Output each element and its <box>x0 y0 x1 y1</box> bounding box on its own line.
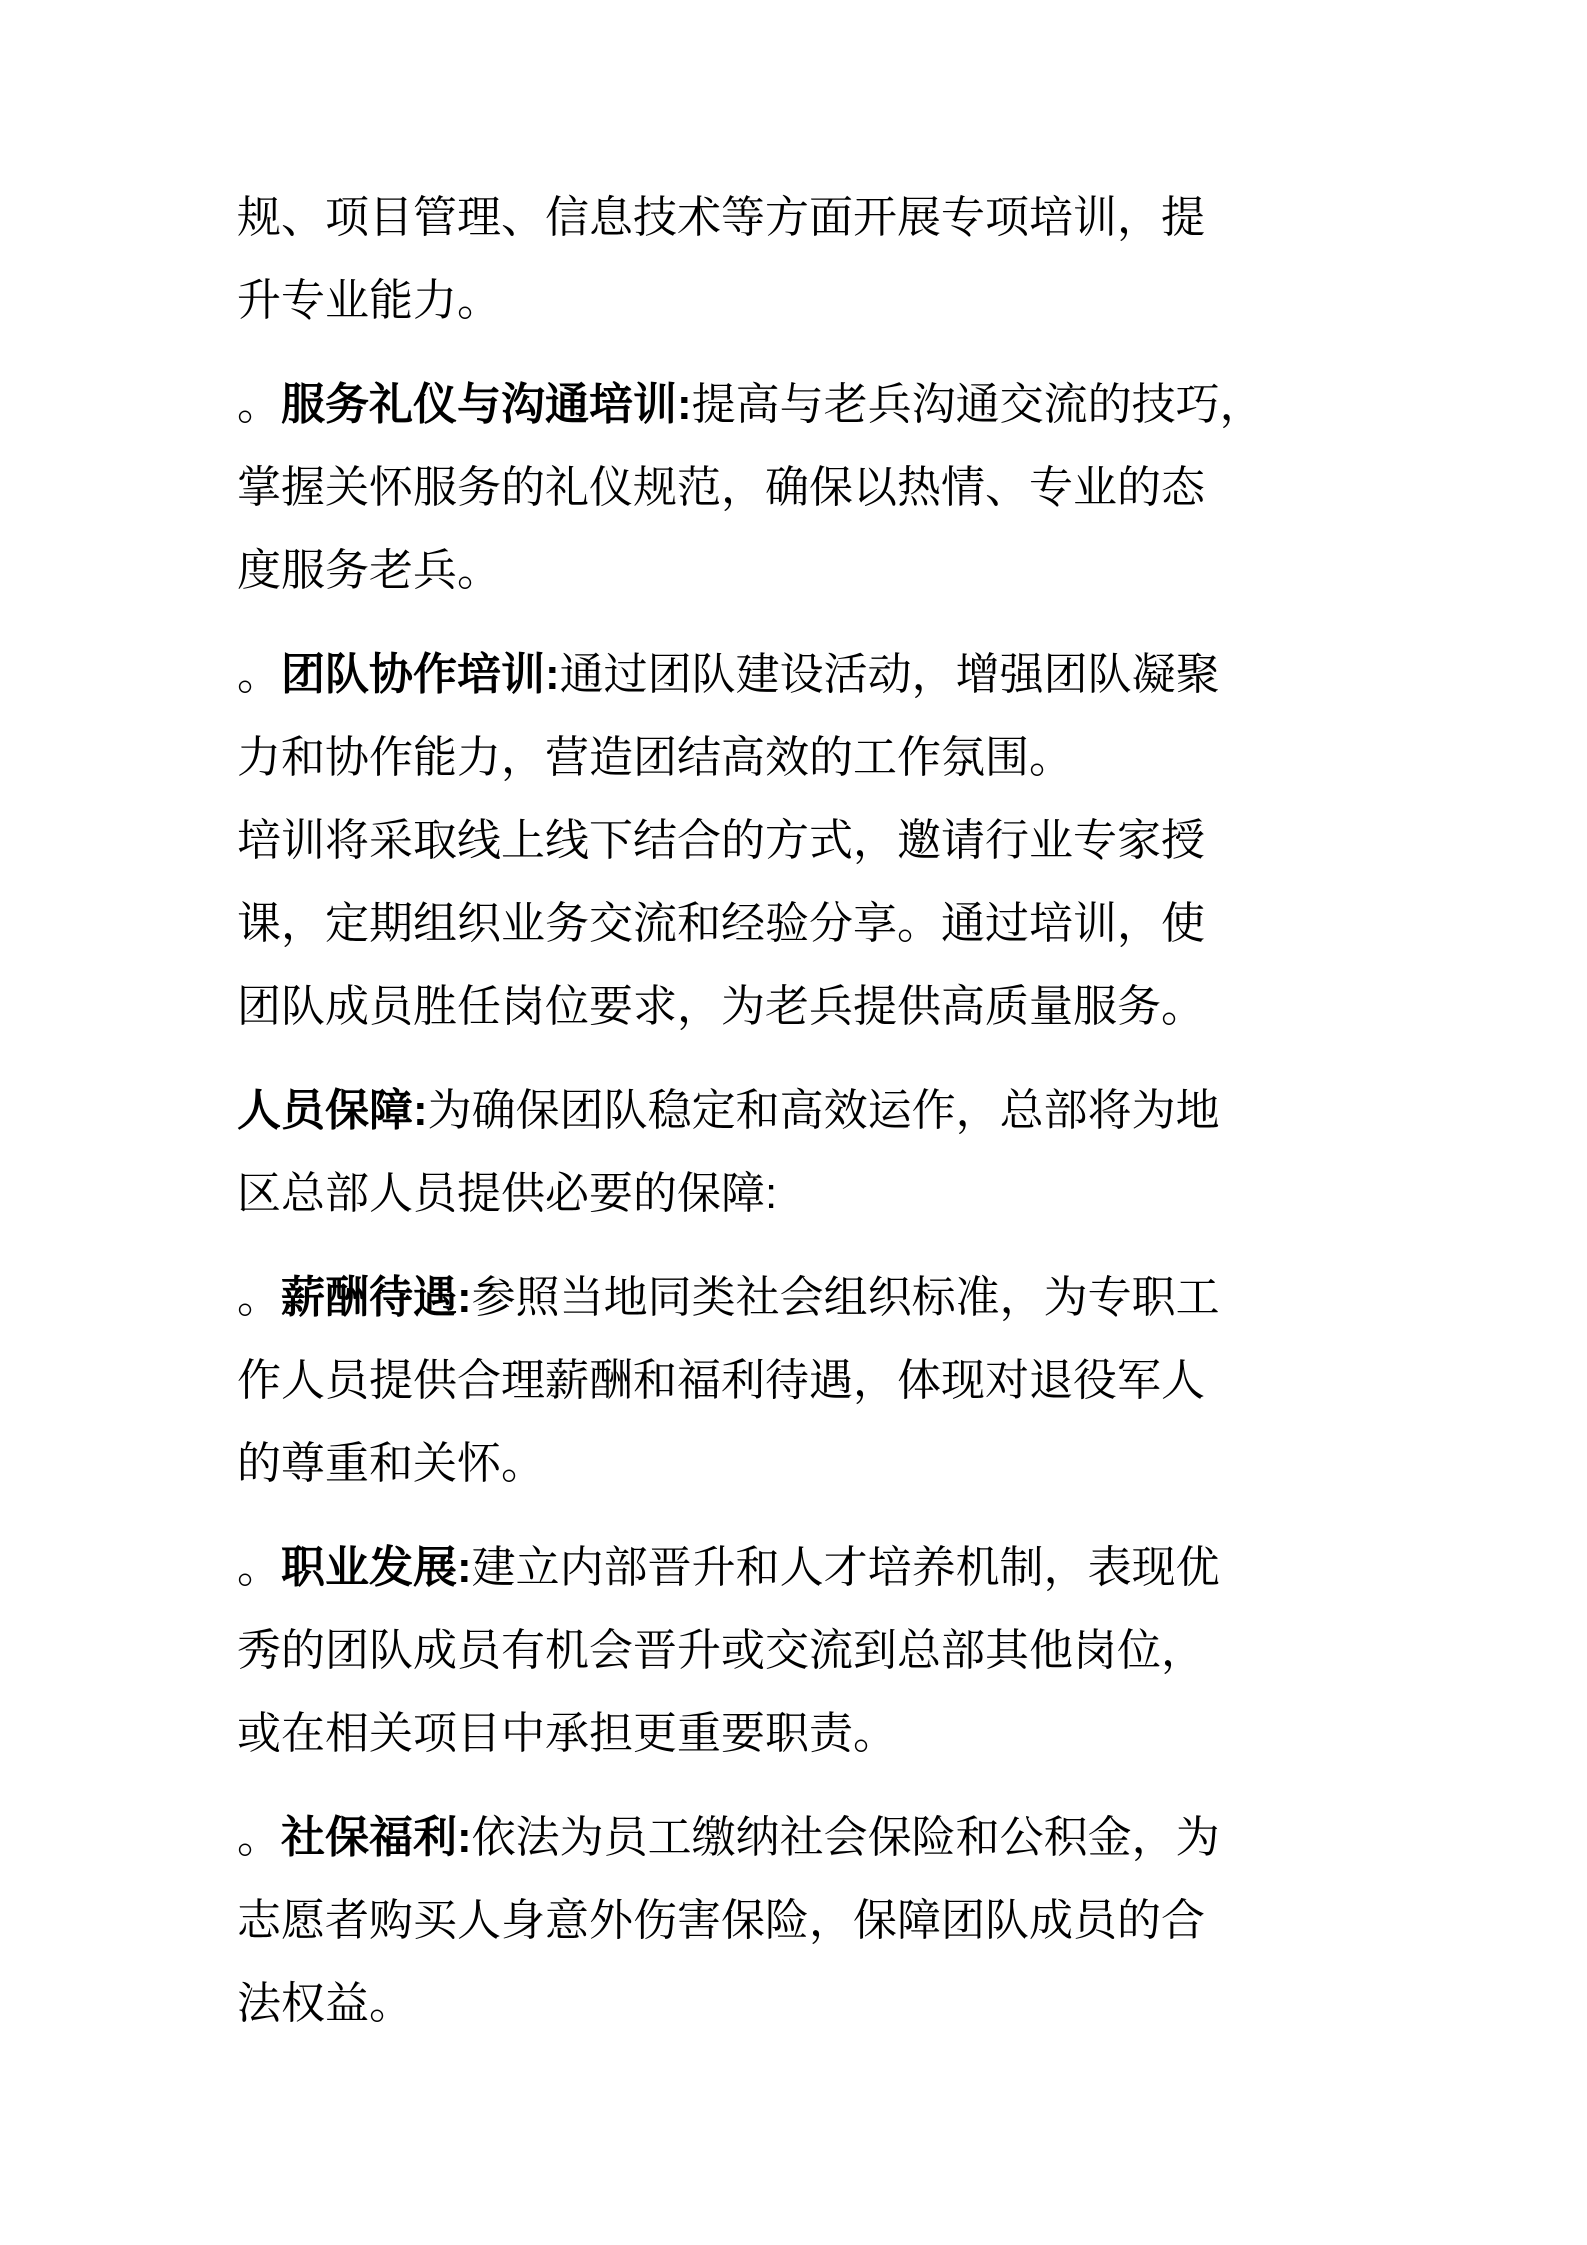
paragraph <box>237 176 1447 342</box>
bullet-marker: 。 <box>237 1273 281 1322</box>
text-line <box>237 1152 1447 1235</box>
bullet-marker: 。 <box>237 1813 281 1862</box>
text-line <box>237 633 1447 716</box>
text-line <box>237 965 1447 1048</box>
text-line <box>237 1526 1447 1609</box>
text-line <box>237 882 1447 965</box>
line-text: 升专业能力。 <box>237 276 501 325</box>
line-text: 或在相关项目中承担更重要职责。 <box>237 1709 897 1758</box>
paragraph-bulleted <box>237 633 1447 1048</box>
paragraph-lead: 人员保障: <box>237 1086 428 1135</box>
text-line <box>237 1339 1447 1422</box>
paragraph-lead: 服务礼仪与沟通培训: <box>281 380 692 429</box>
line-text: 掌握关怀服务的礼仪规范，确保以热情、专业的态 <box>237 463 1205 512</box>
paragraph-bulleted <box>237 1256 1447 1505</box>
text-line <box>237 1692 1447 1775</box>
text-line <box>237 1796 1447 1879</box>
paragraph-lead: 薪酬待遇: <box>281 1273 472 1322</box>
document-content <box>237 176 1447 2045</box>
text-line <box>237 1256 1447 1339</box>
line-text: 通过团队建设活动，增强团队凝聚 <box>559 650 1220 699</box>
line-text: 建立内部晋升和人才培养机制，表现优 <box>471 1543 1220 1592</box>
text-line <box>237 259 1447 342</box>
line-text: 作人员提供合理薪酬和福利待遇，体现对退役军人 <box>237 1356 1205 1405</box>
text-line <box>237 446 1447 529</box>
bullet-marker: 。 <box>237 1543 281 1592</box>
line-text: 培训将采取线上线下结合的方式，邀请行业专家授 <box>237 816 1205 865</box>
paragraph <box>237 1069 1447 1235</box>
paragraph-lead: 职业发展: <box>281 1543 472 1592</box>
bullet-marker: 。 <box>237 650 281 699</box>
line-text: 区总部人员提供必要的保障: <box>237 1169 778 1218</box>
text-line <box>237 363 1447 446</box>
line-text: 秀的团队成员有机会晋升或交流到总部其他岗位， <box>237 1626 1205 1675</box>
text-line <box>237 1609 1447 1692</box>
line-text: 提高与老兵沟通交流的技巧， <box>691 380 1264 429</box>
text-line <box>237 799 1447 882</box>
paragraph-lead: 社保福利: <box>281 1813 472 1862</box>
line-text: 团队成员胜任岗位要求，为老兵提供高质量服务。 <box>237 982 1205 1031</box>
line-text: 依法为员工缴纳社会保险和公积金，为 <box>471 1813 1220 1862</box>
bullet-marker: 。 <box>237 380 281 429</box>
line-text: 课，定期组织业务交流和经验分享。通过培训，使 <box>237 899 1205 948</box>
paragraph-lead: 团队协作培训: <box>281 650 560 699</box>
line-text: 参照当地同类社会组织标准，为专职工 <box>471 1273 1220 1322</box>
text-line <box>237 1962 1447 2045</box>
line-text: 度服务老兵。 <box>237 546 501 595</box>
paragraph-bulleted <box>237 1526 1447 1775</box>
paragraph-bulleted <box>237 1796 1447 2045</box>
line-text: 力和协作能力，营造团结高效的工作氛围。 <box>237 733 1073 782</box>
line-text: 规、项目管理、信息技术等方面开展专项培训，提 <box>237 193 1205 242</box>
text-line <box>237 716 1447 799</box>
line-text: 的尊重和关怀。 <box>237 1439 545 1488</box>
text-line <box>237 176 1447 259</box>
paragraph-bulleted <box>237 363 1447 612</box>
line-text: 法权益。 <box>237 1979 413 2028</box>
line-text: 志愿者购买人身意外伤害保险，保障团队成员的合 <box>237 1896 1205 1945</box>
text-line <box>237 1879 1447 1962</box>
line-text: 为确保团队稳定和高效运作，总部将为地 <box>427 1086 1220 1135</box>
text-line <box>237 1422 1447 1505</box>
text-line <box>237 1069 1447 1152</box>
text-line <box>237 529 1447 612</box>
